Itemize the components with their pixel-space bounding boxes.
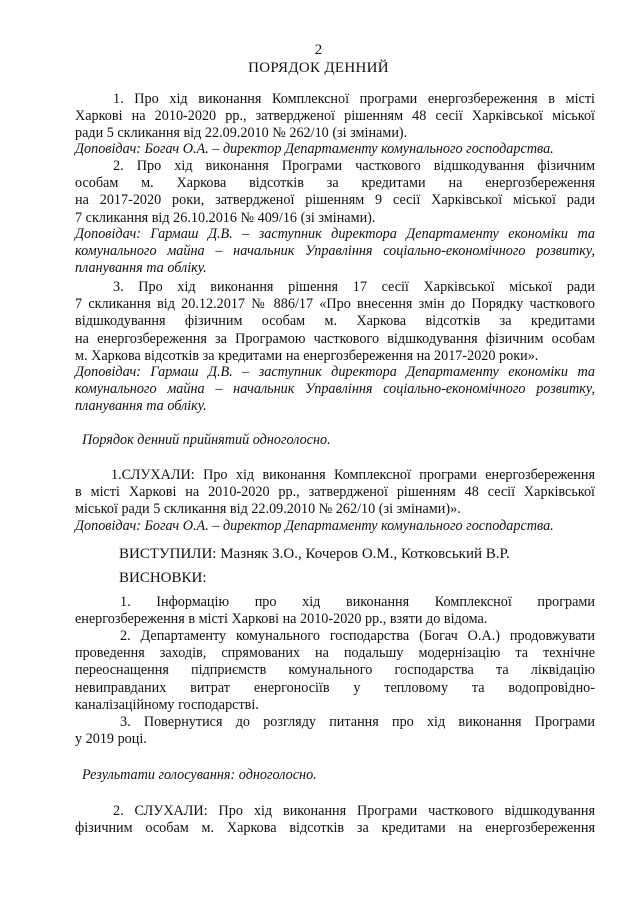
conclusion-1 xyxy=(75,594,595,628)
text-line: 1.СЛУХАЛИ: Про хід виконання Комплексної програми енергозбереження xyxy=(111,467,595,483)
conclusion-2 xyxy=(75,628,595,714)
text-line: 1. Про хід виконання Комплексної програми енергозбереження в місті xyxy=(113,91,595,107)
text-line: Харкові на 2010-2020 рр., затвердженої рішенням 48 сесії Харківської міської xyxy=(75,108,595,125)
text-line: відшкодування фізичним особам м. Харкова відсотків за кредитами xyxy=(75,313,595,330)
conclusion-3 xyxy=(75,714,595,748)
item-2-heard xyxy=(75,803,595,837)
text-line: 2. Департаменту комунального господарства (Богач О.А.) продовжувати xyxy=(120,628,595,644)
text-line: 3. Повернутися до розгляду питання про хід виконання Програми xyxy=(120,714,595,730)
text-line: на енергозбереження за Програмою часткового відшкодування фізичним особам xyxy=(75,330,595,347)
agenda-item-3-speaker xyxy=(75,364,595,416)
text-line: міської ради 5 скликання від 22.09.2010 № 262/10 (зі змінами)». xyxy=(75,501,461,518)
page-number: 2 xyxy=(314,42,323,58)
text-line: каналізаційному господарстві. xyxy=(75,696,259,713)
text-line: Доповідач: Гармаш Д.В. – заступник директора Департаменту економіки та xyxy=(75,226,595,242)
text-line: планування та обліку. xyxy=(75,260,207,277)
agenda-item-1-speaker xyxy=(75,141,595,158)
text-line: 7 скликання від 20.12.2017 № 886/17 «Про внесення змін до Порядку часткового xyxy=(75,296,595,313)
text-line: Доповідач: Богач О.А. – директор Департаменту комунального господарства. xyxy=(75,141,554,157)
text-line: комунального майна – начальник Управління соціально-економічного розвитку, xyxy=(75,381,595,398)
text-line: у 2019 році. xyxy=(75,731,147,748)
text-line: на 2017-2020 роки, затвердженої рішенням 9 сесії Харківської міської ради xyxy=(75,192,595,209)
text-line: м. Харкова відсотків за кредитами на енергозбереження на 2017-2020 роки». xyxy=(75,347,539,364)
text-line: енергозбереження в місті Харкові на 2010-2020 рр., взяти до відома. xyxy=(75,611,488,628)
text-line: 2. СЛУХАЛИ: Про хід виконання Програми часткового відшкодування xyxy=(113,803,595,819)
agenda-heading: ПОРЯДОК ДЕННИЙ xyxy=(248,60,389,76)
vote-result: Результати голосування: одноголосно. xyxy=(82,767,317,783)
conclusions-title: ВИСНОВКИ: xyxy=(119,570,207,586)
item-1-heard xyxy=(75,467,595,519)
text-line: фізичним особам м. Харкова відсотків за кредитами на енергозбереження xyxy=(75,820,595,837)
item-1-speaker: Доповідач: Богач О.А. – директор Департаменту комунального господарства. xyxy=(75,518,554,534)
text-line: переоснащення підприємств комунального господарства та ліквідацію xyxy=(75,662,595,679)
agenda-adopted-note: Порядок денний прийнятий одноголосно. xyxy=(82,432,331,448)
agenda-item-1 xyxy=(75,91,595,143)
text-line: комунального майна – начальник Управління соціально-економічного розвитку, xyxy=(75,243,595,260)
text-line: ради 5 скликання від 22.09.2010 № 262/10 (зі змінами). xyxy=(75,125,408,142)
text-line: особам м. Харкова відсотків за кредитами на енергозбереження xyxy=(75,175,595,192)
agenda-item-2-speaker xyxy=(75,226,595,278)
text-line: 7 скликання від 26.10.2016 № 409/16 (зі змінами). xyxy=(75,209,376,226)
text-line: невиправданих витрат енергоносіїв у тепловому та водопровідно- xyxy=(75,679,595,696)
text-line: в місті Харкові на 2010-2020 рр., затвердженої рішенням 48 сесії Харківської xyxy=(75,484,595,501)
agenda-item-3 xyxy=(75,279,595,365)
text-line: Доповідач: Гармаш Д.В. – заступник директора Департаменту економіки та xyxy=(75,364,595,380)
item-1-spoke: ВИСТУПИЛИ: Мазняк З.О., Кочеров О.М., Котковський В.Р. xyxy=(119,546,510,562)
text-line: 1. Інформацію про хід виконання Комплексної програми xyxy=(120,594,595,610)
agenda-item-2 xyxy=(75,158,595,227)
text-line: проведення заходів, спрямованих на подальшу модернізацію та технічне xyxy=(75,645,595,662)
text-line: планування та обліку. xyxy=(75,398,207,415)
text-line: 3. Про хід виконання рішення 17 сесії Харківської міської ради xyxy=(113,279,595,295)
text-line: 2. Про хід виконання Програми часткового відшкодування фізичним xyxy=(113,158,595,174)
